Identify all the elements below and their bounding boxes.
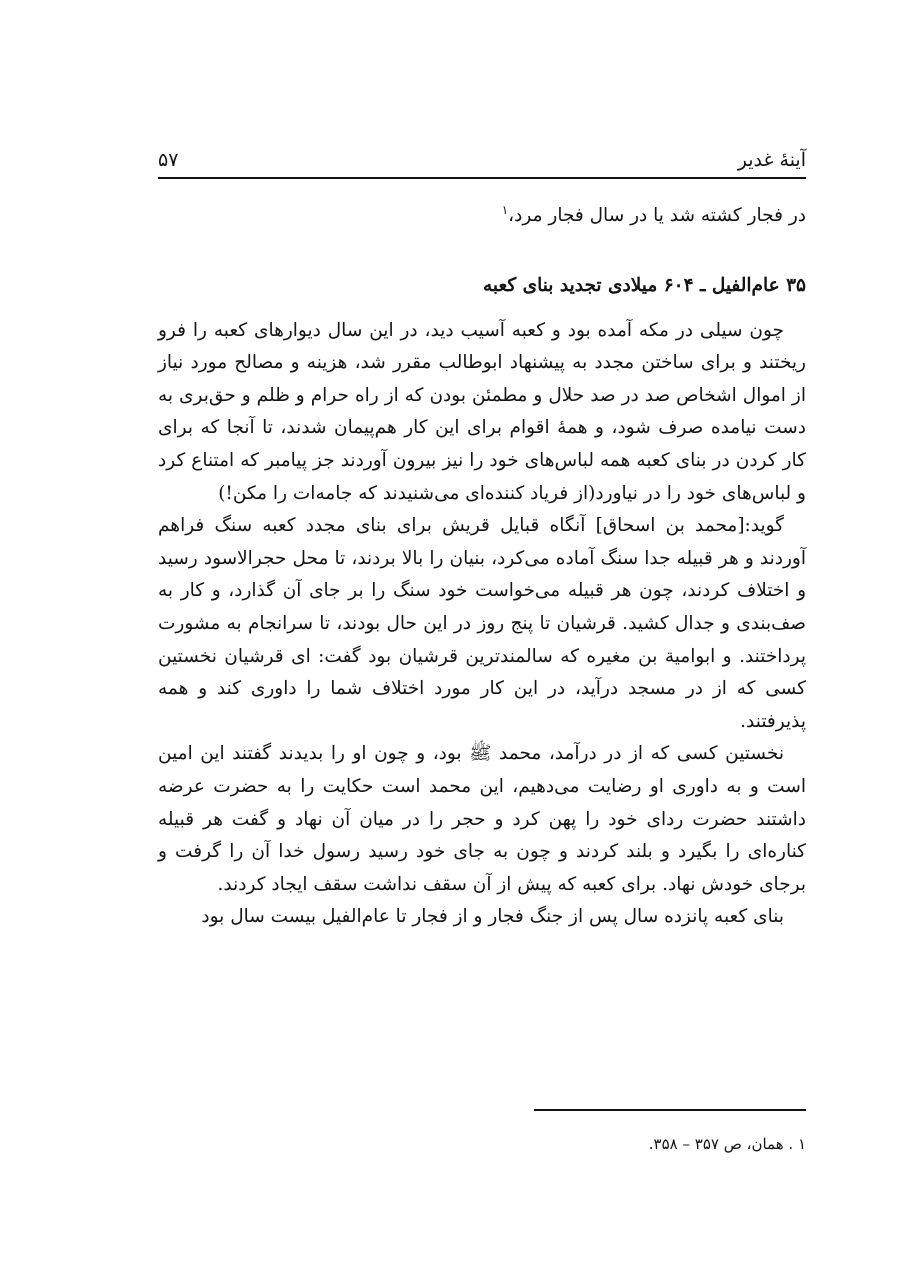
page-number: ۵۷ xyxy=(158,149,179,171)
running-title: آینهٔ غدیر xyxy=(737,149,806,171)
page-body xyxy=(158,200,806,934)
paragraph: بنای کعبه پانزده سال پس از جنگ فجار و از فجار تا عام‌الفیل بیست سال بود xyxy=(201,906,784,928)
section-heading: ۳۵ عام‌الفیل ـ ۶۰۴ میلادی تجدید بنای کعبه xyxy=(482,274,806,296)
footnote-marker: ۱ xyxy=(501,202,509,217)
header-rule xyxy=(158,177,806,179)
footnote-text: . همان، ص ۳۵۷ – ۳۵۸. xyxy=(648,1135,794,1153)
opening-line xyxy=(158,200,806,233)
footnote xyxy=(649,1132,806,1156)
opening-line-text: در فجار کشته شد یا در سال فجار مرد، xyxy=(508,205,806,226)
footnote-rule xyxy=(534,1109,806,1111)
paragraph: نخستین کسی که از در درآمد، محمد ﷺ بود، و چون او را بدیدند گفتند این امین است و به داوری او رضایت می‌دهیم، این محمد است حکایت را به حضرت عرضه داشتند حضرت ردای خود را پهن کرد و حجر را در میان آن نهاد و گفت هر قبیله کناره‌ای را بگیرد و بلند کردند و چون به جای خود رسید رسول خدا آن را گرفت و برجای خودش نهاد. برای کعبه که پیش از آن سقف نداشت سقف ایجاد کردند. xyxy=(158,743,806,895)
page-header xyxy=(158,146,806,176)
footnote-number: ۱ xyxy=(797,1135,806,1153)
paragraph: گوید:[محمد بن اسحاق] آنگاه قبایل قریش برای بنای مجدد کعبه سنگ فراهم آوردند و هر قبیله جدا سنگ آماده می‌کرد، بنیان را بالا بردند، تا محل حجرالاسود رسید و اختلاف کردند، چون هر قبیله می‌خواست خود سنگ را بر جای آن گذارد، و کار به صف‌بندی و جدال کشید. قرشیان تا پنج روز در این حال بودند، تا سرانجام به مشورت پرداختند. و ابوامیة بن مغیره که سالمندترین قرشیان بود گفت: ای قرشیان نخستین کسی که از در مسجد درآید، در این کار مورد اختلاف شما را داوری کند و همه پذیرفتند. xyxy=(158,515,806,732)
paragraph: چون سیلی در مکه آمده بود و کعبه آسیب دید، در این سال دیوارهای کعبه را فرو ریختند و برای ساختن مجدد به پیشنهاد ابوطالب مقرر شد، هزینه و مصالح مورد نیاز از اموال اشخاص صد در صد حلال و مطمئن بودن که از راه حرام و ظلم و حق‌بری به دست نیامده صرف شود، و همهٔ اقوام برای این کار هم‌پیمان شدند، تا آنجا که برای کار کردن در بنای کعبه همه لباس‌های خود را نیز بیرون آوردند جز پیامبر که امتناع کرد و لباس‌های خود را در نیاورد(از فریاد کننده‌ای می‌شنیدند که جامه‌ات را مکن!) xyxy=(158,319,806,504)
